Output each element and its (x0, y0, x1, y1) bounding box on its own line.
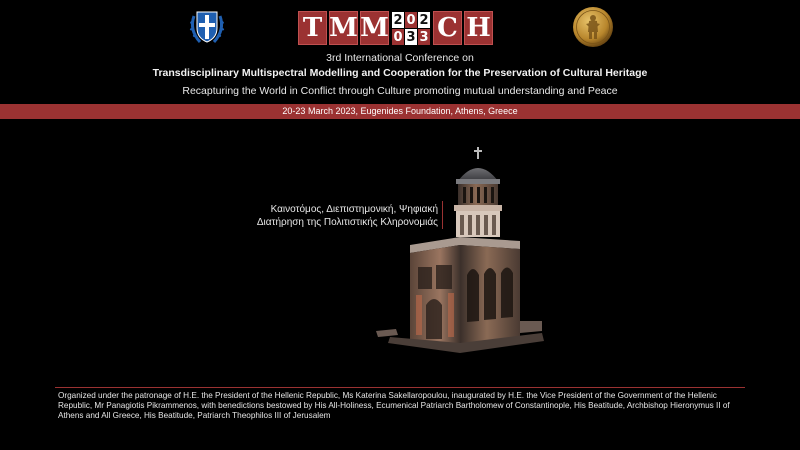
tmm-ch-logo (298, 11, 493, 45)
logo-year-digit: 3 (419, 29, 429, 45)
conference-title: Transdisciplinary Multispectral Modelling and Cooperation for the Preservation of Cultural Heritage (152, 67, 648, 79)
logo-year-digit: 2 (419, 12, 429, 28)
logo-letter: M (329, 13, 358, 43)
greek-tagline-line2: Διατήρηση της Πολιτιστικής Κληρονομιάς (256, 217, 438, 228)
date-location-text: 20-23 March 2023, Eugenides Foundation, Athens, Greece (282, 106, 518, 116)
logo-letter: H (464, 11, 493, 45)
logo-letter: M (360, 13, 389, 43)
gold-coin-icon (572, 6, 614, 48)
logo-year-digit: 3 (406, 29, 416, 45)
edicule-3d-model-image (370, 145, 550, 360)
conference-subtitle: Recapturing the World in Conflict through Culture promoting mutual understanding and Peace (182, 85, 618, 97)
logo-year-digit: 0 (406, 12, 416, 28)
greek-tagline-line1: Καινοτόμος, Διεπιστημονική, Ψηφιακή (270, 204, 438, 215)
greek-coat-of-arms-icon (186, 6, 228, 48)
logo-year-digit: 0 (393, 29, 403, 45)
conference-number: 3rd International Conference on (326, 52, 474, 64)
footer-divider (55, 387, 745, 388)
patronage-text: Organized under the patronage of H.E. the President of the Hellenic Republic, Ms Katerina Sakellaropoulou, inaugurated by H.E. the Vice President of the Government of the Hellenic Republic, Mr Panagiotis Pikrammenos, with benedictions bestowed by His All-Holiness, Ecumenical Patriarch Bartholomew of Constantinople, His Beatitude, Archbishop Hieronymus II of Athens and All Greece, His Beatitude, Patriarch Theophilos III of Jerusalem (58, 391, 730, 420)
logo-letter: C (433, 11, 462, 45)
logo-letter: T (298, 11, 327, 45)
logo-year-digit: 2 (393, 12, 403, 28)
logo-year-grid (391, 11, 431, 45)
